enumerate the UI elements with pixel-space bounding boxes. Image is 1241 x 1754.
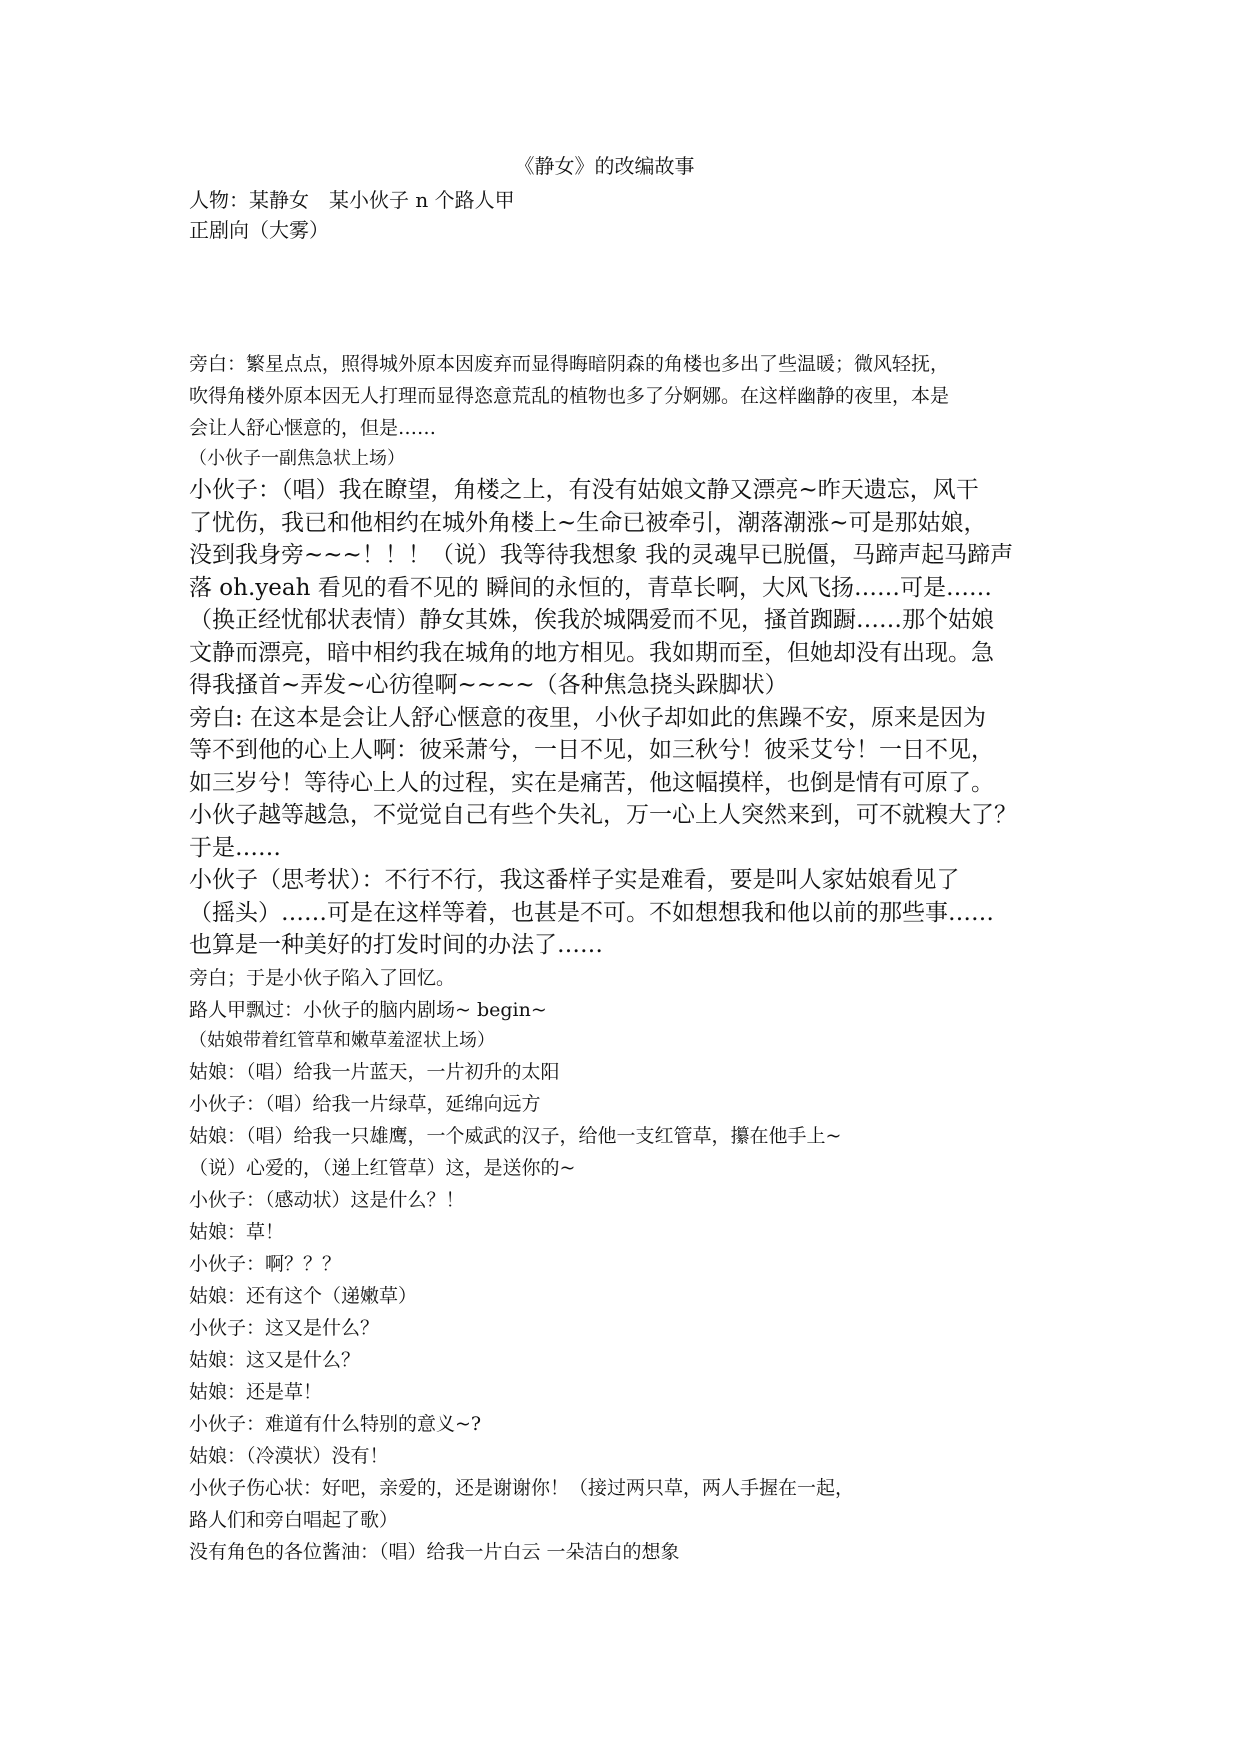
text-line: 于是…… xyxy=(189,834,281,861)
text-line: 旁白: 在这本是会让人舒心惬意的夜里，小伙子却如此的焦躁不安，原来是因为 xyxy=(189,704,987,731)
text-line: （摇头）……可是在这样等着，也甚是不可。不如想想我和他以前的那些事…… xyxy=(189,899,994,926)
text-line: 小伙子：难道有什么特别的意义~? xyxy=(189,1412,482,1435)
text-line: 旁白：繁星点点，照得城外原本因废弃而显得晦暗阴森的角楼也多出了些温暖；微风轻抚， xyxy=(189,353,950,375)
text-line: 文静而漂亮，暗中相约我在城角的地方相见。我如期而至，但她却没有出现。急 xyxy=(189,639,994,666)
text-line: 小伙子：（唱）给我一片绿草，延绵向远方 xyxy=(189,1092,541,1115)
text-line: 等不到他的心上人啊：彼采萧兮，一日不见，如三秋兮！彼采艾兮！一日不见， xyxy=(189,737,994,763)
text-line: 姑娘：还是草！ xyxy=(189,1380,323,1403)
text-line: 小伙子越等越急，不觉觉自己有些个失礼，万一心上人突然来到，可不就糗大了？ xyxy=(189,802,1017,828)
text-line: （小伙子一副焦急状上场） xyxy=(189,448,405,469)
text-line: 没到我身旁~~~！！！（说）我等待我想象 我的灵魂早已脱僵，马蹄声起马蹄声 xyxy=(189,542,1014,568)
text-line: 如三岁兮！等待心上人的过程，实在是痛苦，他这幅摸样，也倒是情有可原了。 xyxy=(189,769,994,796)
text-line: 姑娘：（唱）给我一片蓝天，一片初升的太阳 xyxy=(189,1060,560,1083)
text-line: 小伙子：啊？？？ xyxy=(189,1252,342,1275)
text-line: （姑娘带着红管草和嫩草羞涩状上场） xyxy=(189,1029,495,1051)
characters-line: 人物：某静女 某小伙子 n 个路人甲 xyxy=(189,188,515,212)
text-line: 姑娘：这又是什么？ xyxy=(189,1348,361,1371)
text-line: 路人甲飘过：小伙子的脑内剧场~ begin~ xyxy=(189,998,547,1021)
text-line: 小伙子（思考状）：不行不行，我这番样子实是难看，要是叫人家姑娘看见了 xyxy=(189,867,960,893)
text-line: 也算是一种美好的打发时间的办法了…… xyxy=(189,932,603,958)
text-line: 小伙子：（唱）我在瞭望，角楼之上，有没有姑娘文静又漂亮~昨天遗忘，风干 xyxy=(189,477,979,503)
text-line: 落 oh.yeah 看见的看不见的 瞬间的永恒的，青草长啊，大风飞扬……可是…… xyxy=(189,574,993,601)
text-line: 小伙子：（感动状）这是什么？！ xyxy=(189,1188,465,1211)
text-line: 姑娘：（冷漠状）没有！ xyxy=(189,1444,389,1467)
text-line: 姑娘：还有这个（递嫩草） xyxy=(189,1284,418,1307)
text-line: 吹得角楼外原本因无人打理而显得恣意荒乱的植物也多了分婀娜。在这样幽静的夜里，本是 xyxy=(189,385,950,407)
text-line: 得我搔首~弄发~心彷徨啊~~~~（各种焦急挠头跺脚状） xyxy=(189,672,788,698)
text-line: 路人们和旁白唱起了歌） xyxy=(189,1508,399,1531)
text-line: 旁白；于是小伙子陷入了回忆。 xyxy=(189,966,456,989)
text-line: 了忧伤，我已和他相约在城外角楼上~生命已被牵引，潮落潮涨~可是那姑娘， xyxy=(189,509,987,536)
document-title: 《静女》的改编故事 xyxy=(514,154,695,178)
text-line: 姑娘：（唱）给我一只雄鹰，一个威武的汉子，给他一支红管草，攥在他手上~ xyxy=(189,1124,842,1147)
text-line: 小伙子：这又是什么？ xyxy=(189,1316,380,1339)
text-line: 会让人舒心惬意的，但是…… xyxy=(189,417,437,439)
text-line: 姑娘：草！ xyxy=(189,1220,285,1243)
text-line: 小伙子伤心状：好吧，亲爱的，还是谢谢你！（接过两只草，两人手握在一起， xyxy=(189,1476,855,1499)
text-line: （换正经忧郁状表情）静女其姝，俟我於城隅爱而不见，搔首踟蹰……那个姑娘 xyxy=(189,607,994,633)
script-body xyxy=(189,348,1069,1568)
text-line: 没有角色的各位酱油：（唱）给我一片白云 一朵洁白的想象 xyxy=(189,1540,680,1563)
text-line: （说）心爱的，（递上红管草）这，是送你的~ xyxy=(189,1156,576,1179)
setting-line: 正剧向（大雾） xyxy=(189,218,329,242)
